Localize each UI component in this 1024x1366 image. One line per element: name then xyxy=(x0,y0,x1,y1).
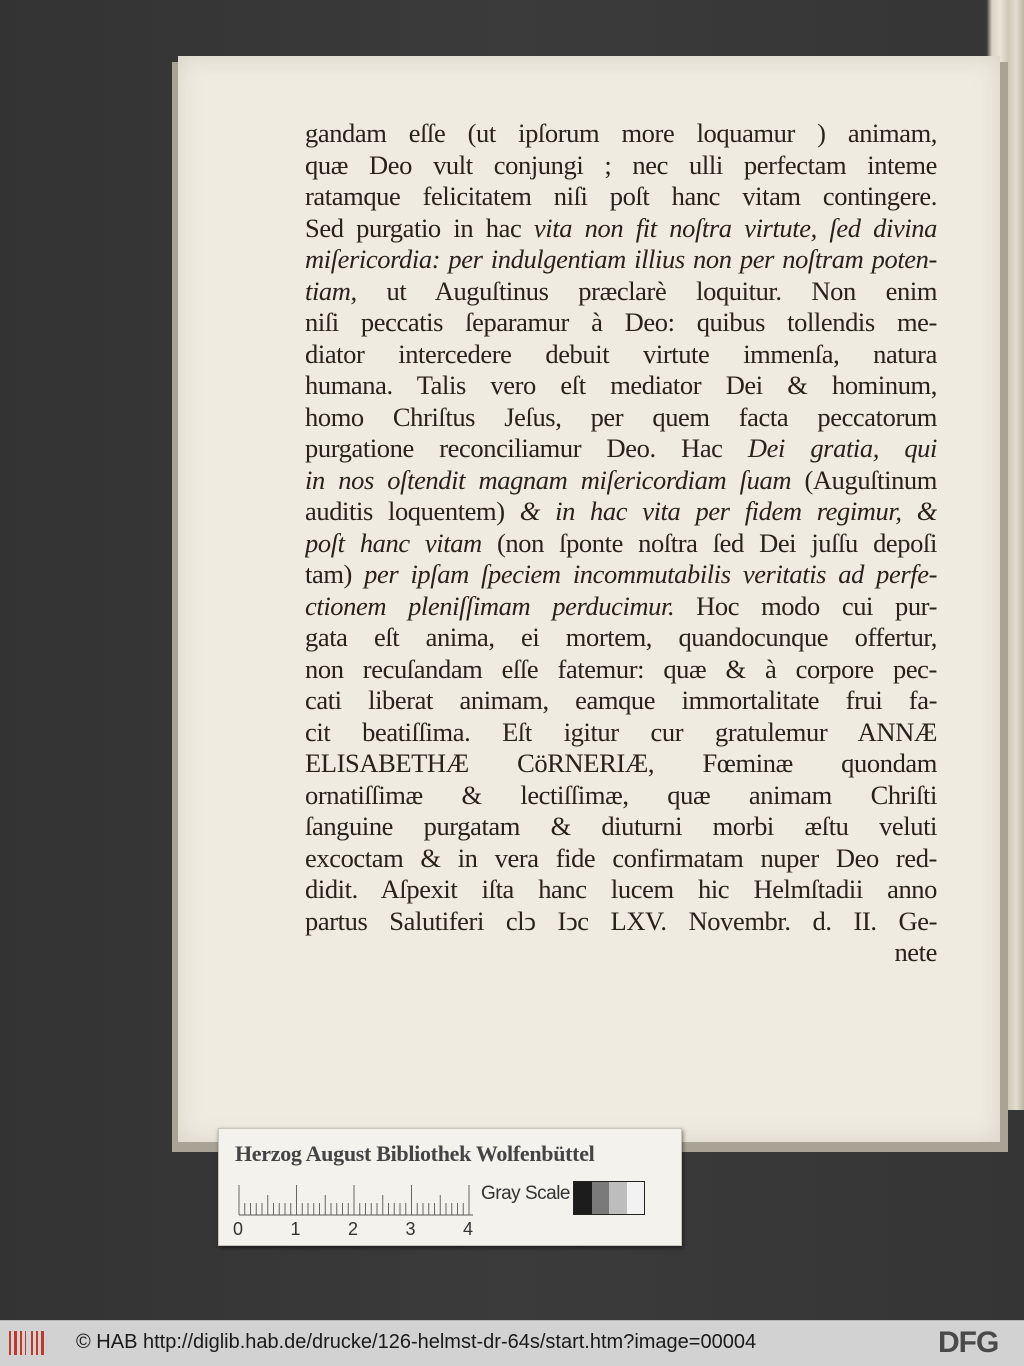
ruler-number: 3 xyxy=(405,1219,416,1239)
text-line: ratamque felicitatem niſi poſt hanc vitam contingere. xyxy=(305,181,937,211)
text-line: ornatiſſimæ & lectiſſimæ, quæ animam Chriſti xyxy=(305,779,937,810)
library-label xyxy=(218,1128,682,1246)
text-line: diator intercedere debuit virtute immenſa, natura xyxy=(305,338,937,369)
text-line: cit beatiſſima. Eſt igitur cur gratulemur ANNÆ xyxy=(305,716,937,747)
text-line: auditis loquentem) & in hac vita per fidem regimur, & xyxy=(305,496,937,526)
library-name: Herzog August Bibliothek Wolfenbüttel xyxy=(235,1141,595,1166)
text-line: gandam eſſe (ut ipſorum more loquamur ) animam, xyxy=(305,118,937,148)
text-line: ſanguine purgatam & diuturni morbi æſtu veluti xyxy=(305,811,937,841)
text-line: gata eſt anima, ei mortem, quandocunque offertur, xyxy=(305,622,937,652)
text-line: poſt hanc vitam (non ſponte noſtra ſed Dei juſſu depoſi xyxy=(305,527,937,558)
ruler-number: 4 xyxy=(463,1219,474,1239)
footer-credit-link[interactable]: © HAB http://diglib.hab.de/drucke/126-helmst-dr-64s/start.htm?image=00004 xyxy=(76,1331,757,1353)
text-line: purgatione reconciliamur Deo. Hac Dei gratia, qui xyxy=(305,433,937,463)
footer-bar xyxy=(0,1320,1024,1366)
dfg-logo: DFG xyxy=(938,1326,999,1359)
barcode-bar xyxy=(31,1331,33,1355)
text-line: non recuſandam eſſe fatemur: quæ & à corpore pec- xyxy=(305,653,937,684)
text-line: quæ Deo vult conjungi ; nec ulli perfectam inteme xyxy=(305,149,937,180)
text-line: nete xyxy=(894,937,937,967)
barcode-bar xyxy=(41,1331,44,1355)
barcode-bar xyxy=(25,1331,26,1355)
text-line: niſi peccatis ſeparamur à Deo: quibus tollendis me- xyxy=(305,307,937,337)
text-line: in nos oſtendit magnam miſericordiam ſuam (Auguſtinum xyxy=(305,464,937,495)
page-text-block xyxy=(305,118,937,969)
barcode-icon xyxy=(8,1329,48,1357)
ruler-number: 0 xyxy=(233,1219,244,1239)
gray-scale-swatches xyxy=(573,1181,645,1215)
gray-swatch xyxy=(592,1182,610,1214)
barcode-bar xyxy=(14,1331,17,1355)
text-line: excoctam & in vera fide confirmatam nuper Deo red- xyxy=(305,842,937,873)
text-line: ctionem pleniſſimam perducimur. Hoc modo cui pur- xyxy=(305,590,937,621)
gray-swatch xyxy=(609,1182,627,1214)
ruler-scale xyxy=(235,1181,485,1223)
text-line: miſericordia: per indulgentiam illius non per noſtram poten- xyxy=(305,244,937,274)
text-line: homo Chriſtus Jeſus, per quem facta peccatorum xyxy=(305,401,937,432)
gray-scale-label: Gray Scale xyxy=(481,1183,570,1204)
text-line: humana. Talis vero eſt mediator Dei & hominum, xyxy=(305,370,937,400)
ruler-number: 1 xyxy=(290,1219,301,1239)
barcode-bar xyxy=(9,1331,11,1355)
text-line: cati liberat animam, eamque immortalitate frui fa- xyxy=(305,685,937,715)
barcode-bar xyxy=(20,1331,22,1355)
gray-swatch xyxy=(627,1182,645,1214)
text-line: didit. Aſpexit iſta hanc lucem hic Helmſtadii anno xyxy=(305,874,937,904)
text-line: tiam, ut Auguſtinus præclarè loquitur. Non enim xyxy=(305,275,937,306)
text-line: Sed purgatio in hac vita non fit noſtra virtute, ſed divina xyxy=(305,212,937,243)
text-line: ELISABETHÆ CöRNERIÆ, Fœminæ quondam xyxy=(305,748,937,778)
ruler-number: 2 xyxy=(348,1219,359,1239)
ruler-numbers xyxy=(233,1219,493,1241)
text-line: tam) per ipſam ſpeciem incommutabilis veritatis ad perfe- xyxy=(305,559,937,589)
text-line: partus Salutiferi clↄ Iↄc LXV. Novembr. d. II. Ge- xyxy=(305,905,937,936)
barcode-bar xyxy=(36,1331,38,1355)
gray-swatch xyxy=(574,1182,592,1214)
